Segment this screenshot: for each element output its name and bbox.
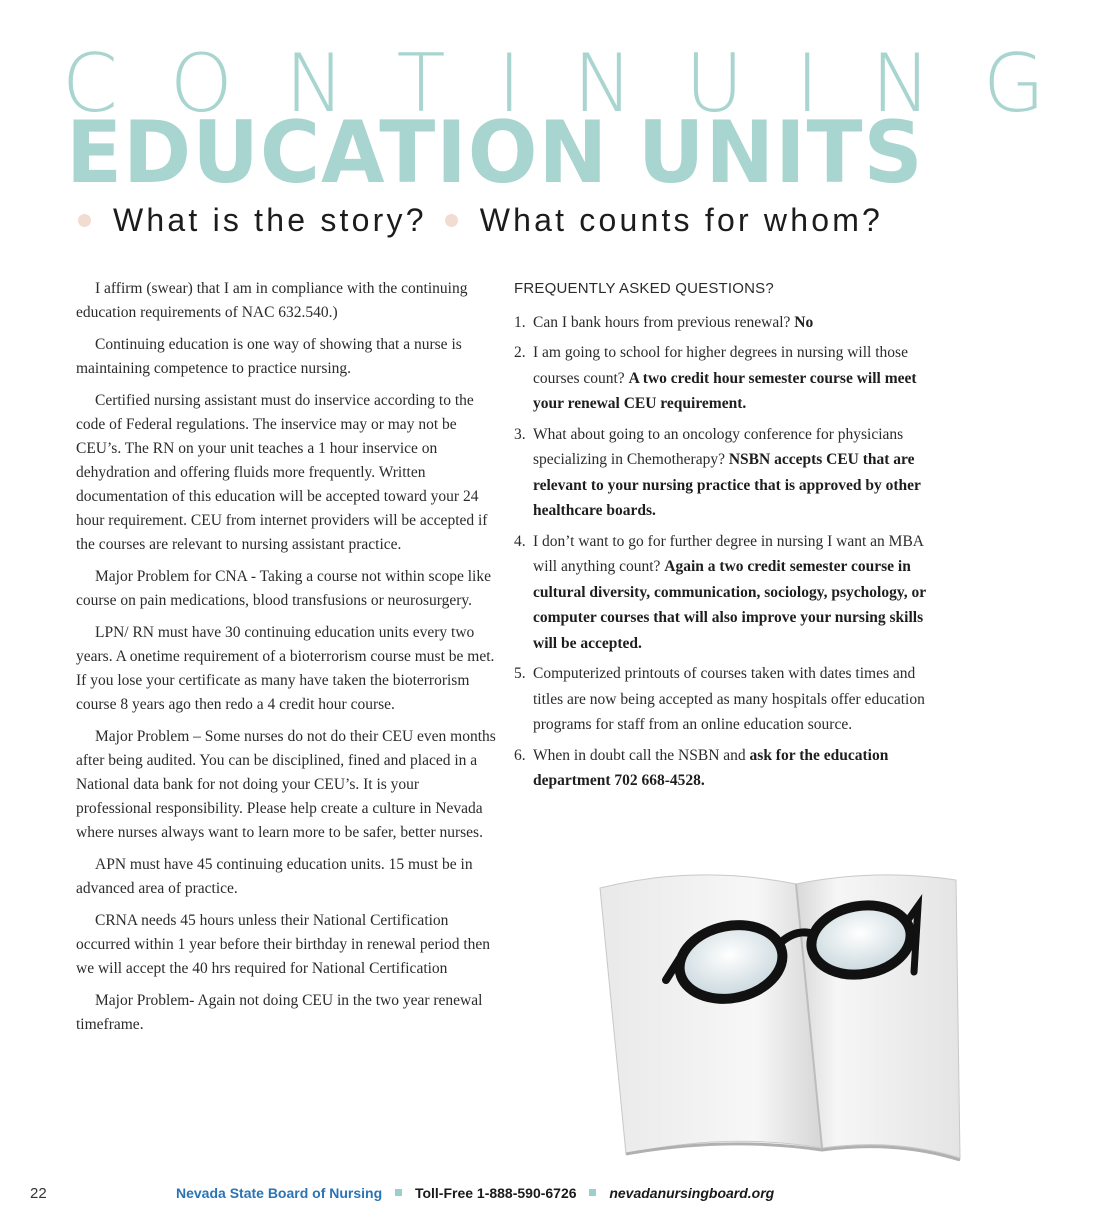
faq-answer: No [794,313,814,331]
paragraph: APN must have 45 continuing education units. 15 must be in advanced area of practice. [76,856,473,897]
book-left-page [600,875,822,1154]
subtitle-questions [78,202,883,239]
paragraph: Major Problem for CNA - Taking a course not within scope like course on pain medications, blood transfusions or neurosurgery. [76,568,491,609]
faq-body [533,743,934,794]
footer-website-link[interactable]: nevadanursingboard.org [609,1185,775,1201]
header-continuing: CONTINUING [62,37,1097,130]
faq-title: FREQUENTLY ASKED QUESTIONS? [514,280,774,297]
faq-section [514,276,934,799]
footer-info [176,1185,774,1201]
faq-number: 4. [514,532,526,550]
left-column-text [76,277,496,1045]
faq-answer: NSBN accepts CEU that are relevant to your nursing practice that is approved by other healthcare boards. [533,451,921,519]
header-education-units: EDUCATION UNITS [66,103,924,203]
faq-question: I am going to school for higher degrees in nursing will those courses count? [533,344,908,387]
faq-item [514,422,934,524]
square-bullet-icon [395,1189,402,1196]
faq-body [533,310,934,336]
faq-question: I don’t want to go for further degree in nursing I want an MBA will anything count? [533,532,924,575]
faq-body [533,340,934,417]
footer-organization: Nevada State Board of Nursing [176,1185,383,1201]
paragraph: Continuing education is one way of showing that a nurse is maintaining competence to practice nursing. [76,336,462,377]
faq-question: Can I bank hours from previous renewal? [533,313,795,331]
faq-question: Computerized printouts of courses taken with dates times and titles are now being accepted as many hospitals offer education programs for staff from an online education source. [533,665,925,733]
faq-item [514,310,934,336]
faq-body [533,529,934,657]
faq-body [533,422,934,524]
bullet-dot-icon [445,214,458,227]
subtitle-question-2: What counts for whom? [479,202,884,238]
faq-answer: ask for the education department 702 668-4528. [533,746,889,789]
faq-list [514,310,934,794]
faq-question: When in doubt call the NSBN and [533,746,750,764]
faq-answer: Again a two credit semester course in cultural diversity, communication, sociology, psychology, or computer courses that will also improve your nursing skills will be accepted. [533,558,926,652]
open-book-with-glasses-illustration [596,862,960,1162]
paragraph: Major Problem – Some nurses do not do their CEU even months after being audited. You can be disciplined, fined and placed in a National data bank for not doing your CEU’s. It is your professional responsibility. Please help create a culture in Nevada where nurses always want to learn more to be safer, better nurses. [76,728,496,841]
faq-number: 2. [514,344,526,361]
faq-question: What about going to an oncology conference for physicians specializing in Chemotherapy? [533,425,904,468]
faq-item [514,340,934,417]
page-footer [0,1183,960,1205]
faq-item [514,661,934,738]
paragraph: I affirm (swear) that I am in compliance with the continuing education requirements of NAC 632.540.) [76,280,468,321]
faq-item [514,529,934,657]
square-bullet-icon [589,1189,596,1196]
paragraph: Major Problem- Again not doing CEU in the two year renewal timeframe. [76,992,483,1033]
subtitle-question-1: What is the story? [113,202,427,238]
paragraph: Certified nursing assistant must do inservice according to the code of Federal regulations. The inservice may or may not be CEU’s. The RN on your unit teaches a 1 hour inservice on dehydration and offering fluids more frequently. Written documentation of this education will be accepted toward your 24 hour requirement. CEU from internet providers will be accepted if the courses are relevant to nursing assistant practice. [76,392,488,553]
faq-number: 5. [514,665,526,682]
faq-number: 3. [514,425,526,443]
faq-body [533,661,934,738]
faq-number: 6. [514,746,526,764]
faq-answer: A two credit hour semester course will meet your renewal CEU requirement. [533,369,917,412]
paragraph: LPN/ RN must have 30 continuing education units every two years. A onetime requirement of a bioterrorism course must be met. If you lose your certificate as many have taken the bioterrorism course 8 years ago then redo a 4 credit hour course. [76,624,495,713]
faq-item [514,743,934,794]
faq-number: 1. [514,313,526,331]
footer-phone: Toll-Free 1-888-590-6726 [414,1185,577,1201]
paragraph: CRNA needs 45 hours unless their National Certification occurred within 1 year before their birthday in renewal period then we will accept the 40 hrs required for National Certification [76,912,491,977]
page-number: 22 [30,1185,47,1202]
bullet-dot-icon [78,214,91,227]
